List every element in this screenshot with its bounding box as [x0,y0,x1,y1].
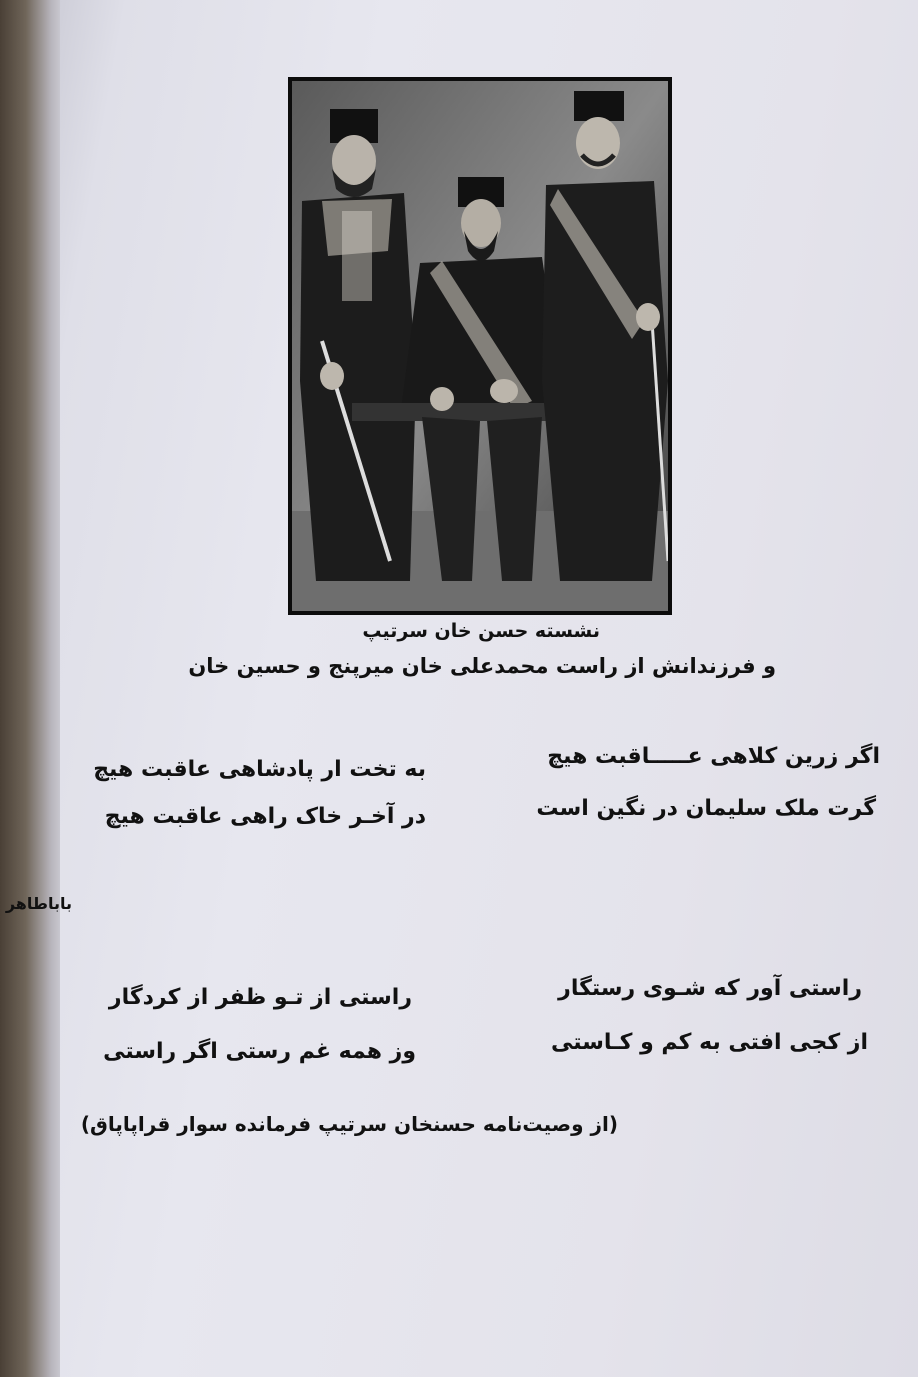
poem1-hemistich-3: گرت ملک سلیمان در نگین است [536,796,876,821]
will-source-note: (از وصیت‌نامه حسنخان سرتیپ فرمانده سوار قراپاپاق) [80,1112,618,1136]
poem1-hemistich-1: اگر زرین کلاهی عـــــاقبت هیچ [547,744,880,769]
photo-caption-line1: نشسته حسن خان سرتیپ [362,620,600,642]
poem1-hemistich-2: به تخت ار پادشاهی عاقبت هیچ [93,757,426,782]
poem2-hemistich-4: وز همه غم رستی اگر راستی [103,1039,416,1064]
portrait-photo [288,77,672,615]
poet-attribution: باباطاهر [5,894,72,913]
poem2-hemistich-2: راستی از تـو ظفر از کردگار [108,985,412,1010]
poem2-hemistich-3: از کجی افتی به کم و کـاستی [550,1030,868,1055]
poem2-hemistich-1: راستی آور که شـوی رستگار [558,976,862,1001]
poem1-hemistich-4: در آخـر خاک راهی عاقبت هیچ [104,804,426,829]
left-page-edge [0,0,64,1377]
photo-caption-line2: و فرزندانش از راست محمدعلی خان میرپنج و حسین خان [188,654,776,678]
